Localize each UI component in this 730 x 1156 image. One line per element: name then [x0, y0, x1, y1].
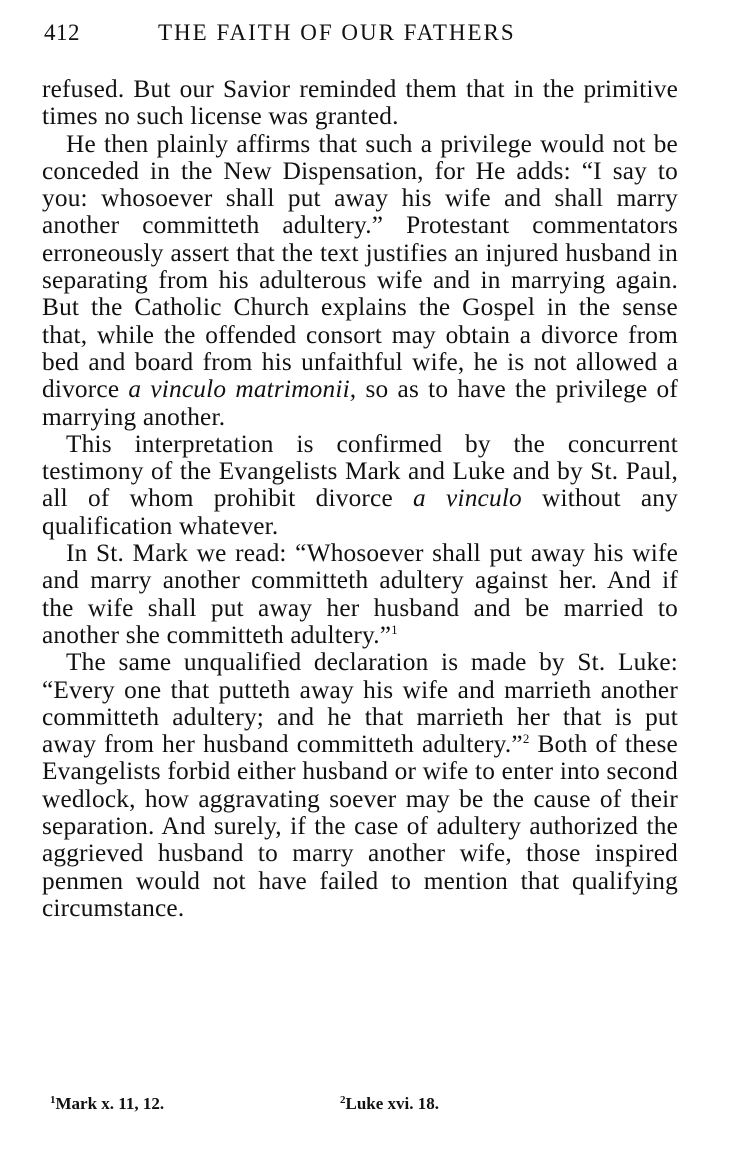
- paragraph: [42, 131, 678, 431]
- footnote-text: Mark x. 11, 12.: [55, 1094, 165, 1113]
- footnote-text: Luke xvi. 18.: [345, 1094, 440, 1113]
- paragraph: [42, 431, 678, 540]
- footnote-marker: 1: [50, 1094, 56, 1106]
- text-run: without any qualification whatever.: [42, 484, 678, 540]
- text-run: In St. Mark we read: “Whosoever shall put away his wife and marry another committeth adultery against her. And if the wife shall put away her husband and be married to another she committeth adultery.”: [42, 539, 678, 649]
- footnote-1: [50, 1094, 164, 1114]
- italic-phrase: a vinculo matrimonii,: [128, 375, 357, 404]
- paragraph: [42, 76, 678, 131]
- text-run: The same unqualified declaration is made by St. Luke: “Every one that putteth away his wife and marrieth another committeth adultery; and he that marrieth her that is put away from her husband committeth adultery.”: [42, 648, 678, 759]
- footnotes: [50, 1094, 550, 1118]
- text-run: so as to have the privilege of marrying another.: [42, 375, 678, 431]
- running-head: THE FAITH OF OUR FATHERS: [158, 20, 516, 45]
- footnote-reference: 1: [391, 621, 398, 637]
- page-number: 412: [44, 20, 80, 45]
- footnote-2: [340, 1094, 439, 1114]
- text-run: Both of these Evangelists forbid either husband or wife to enter into second wedlock, how aggravating soever may be the cause of their separation. And surely, if the case of adultery authorized the aggrieved husband to marry another wife, those inspired penmen would not have failed to mention that qualifying circumstance.: [42, 730, 678, 922]
- paragraph: [42, 540, 678, 649]
- text-run: refused. But our Savior reminded them that in the primitive times no such license was granted.: [42, 75, 678, 131]
- page-header: [44, 18, 684, 50]
- italic-phrase: a vinculo: [413, 484, 522, 513]
- text-run: This interpretation is confirmed by the concurrent testimony of the Evangelists Mark and Luke and by St. Paul, all of whom prohibit divorce: [42, 429, 678, 513]
- footnote-marker: 2: [340, 1094, 346, 1106]
- paragraph: [42, 649, 678, 922]
- footnote-reference: 2: [522, 731, 530, 747]
- text-run: He then plainly affirms that such a privilege would not be conceded in the New Dispensation, for He adds: “I say to you: whosoever shall put away his wife and shall marry another committeth adultery.” Protestant commentators erroneously assert that the text justifies an injured husband in separating from his adulterous wife and in marrying again. But the Catholic Church explains the Gospel in the sense that, while the offended consort may obtain a divorce from bed and board from his unfaithful wife, he is not allowed a divorce: [42, 129, 678, 404]
- body-text: [42, 76, 678, 922]
